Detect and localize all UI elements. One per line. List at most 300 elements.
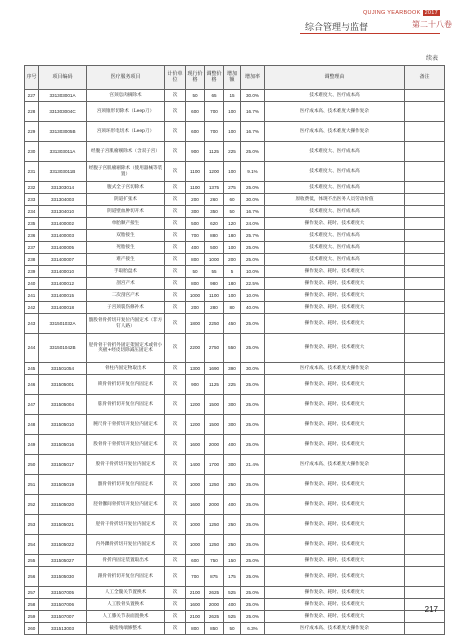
cell-current-price: 500 — [186, 218, 205, 230]
cell-unit: 次 — [165, 242, 186, 254]
cell-increase: 60 — [224, 194, 241, 206]
cell-unit: 次 — [165, 475, 186, 495]
cell-reason: 操作复杂、耗时、技术难度大 — [265, 475, 405, 495]
cell-current-price: 300 — [186, 206, 205, 218]
price-adjustment-table — [24, 65, 445, 635]
cell-reason: 操作复杂、耗时、技术难度大 — [265, 278, 405, 290]
cell-name: 腕尺骨干骨折切开复位内固定术 — [87, 415, 165, 435]
cell-increase: 250 — [224, 535, 241, 555]
cell-seq: 228 — [25, 102, 39, 122]
cell-reason: 操作复杂、耗时、技术难度大 — [265, 567, 405, 587]
cell-adjusted-price: 2625 — [205, 587, 224, 599]
cell-current-price: 1000 — [186, 290, 205, 302]
cell-note — [405, 363, 445, 375]
cell-name: 人工股骨头置换术 — [87, 599, 165, 611]
cell-current-price: 1000 — [186, 515, 205, 535]
cell-name: 子宫颈裂伤修补术 — [87, 302, 165, 314]
cell-rate: 10.0% — [241, 290, 265, 302]
cell-current-price: 600 — [186, 122, 205, 142]
cell-code: 331505004 — [39, 395, 87, 415]
cell-note — [405, 162, 445, 182]
cell-seq: 245 — [25, 363, 39, 375]
cell-rate: 25.0% — [241, 314, 265, 334]
cell-seq: 240 — [25, 278, 39, 290]
cell-code: 331400003 — [39, 230, 87, 242]
cell-seq: 242 — [25, 302, 39, 314]
cell-code: 331400018 — [39, 302, 87, 314]
cell-adjusted-price: 2000 — [205, 435, 224, 455]
cell-rate: 21.4% — [241, 455, 265, 475]
cell-adjusted-price: 1500 — [205, 395, 224, 415]
cell-rate: 25.0% — [241, 475, 265, 495]
cell-code: 331501054 — [39, 363, 87, 375]
cell-rate: 25.7% — [241, 230, 265, 242]
cell-name: 宫颈锥形切除术（Leep刀） — [87, 102, 165, 122]
cell-rate: 25.0% — [241, 182, 265, 194]
cell-unit: 次 — [165, 194, 186, 206]
page-number: 217 — [424, 605, 438, 614]
cell-name: 阴道壁血肿切开术 — [87, 206, 165, 218]
cell-increase: 200 — [224, 254, 241, 266]
cell-unit: 次 — [165, 230, 186, 242]
table-row — [25, 90, 445, 102]
cell-current-price: 1600 — [186, 435, 205, 455]
cell-reason: 操作复杂、耗时、技术难度大 — [265, 314, 405, 334]
cell-name: 截指残端修整术 — [87, 623, 165, 635]
cell-rate: 25.0% — [241, 611, 265, 623]
cell-code: 331304010 — [39, 206, 87, 218]
cell-name: 股骨骨干骨折切开复位内固定术 — [87, 435, 165, 455]
cell-seq: 243 — [25, 314, 39, 334]
cell-reason: 操作复杂、耗时、技术难度大 — [265, 587, 405, 599]
cell-increase: 100 — [224, 162, 241, 182]
cell-note — [405, 555, 445, 567]
cell-reason: 技术难度大、医疗成本高 — [265, 206, 405, 218]
cell-unit: 次 — [165, 90, 186, 102]
cell-adjusted-price: 280 — [205, 302, 224, 314]
cell-seq: 257 — [25, 587, 39, 599]
cell-increase: 180 — [224, 278, 241, 290]
col-header-unit: 计价单位 — [165, 66, 186, 90]
cell-increase: 150 — [224, 555, 241, 567]
cell-name: 经腹子宫肌瘤剔除术（使用器械等装置） — [87, 162, 165, 182]
cell-rate: 25.0% — [241, 415, 265, 435]
cell-code: 331501032A — [39, 314, 87, 334]
cell-reason: 医疗成本高、技术难度大操作复杂 — [265, 122, 405, 142]
cell-rate: 22.5% — [241, 278, 265, 290]
cell-unit: 次 — [165, 587, 186, 599]
cell-name: 死胎接生 — [87, 242, 165, 254]
cell-current-price: 2200 — [186, 334, 205, 363]
cell-reason: 操作复杂、耗时、技术难度大 — [265, 218, 405, 230]
table-row — [25, 587, 445, 599]
cell-reason: 操作复杂、耗时、技术难度大 — [265, 435, 405, 455]
cell-increase: 525 — [224, 587, 241, 599]
cell-seq: 231 — [25, 162, 39, 182]
cell-code: 331505017 — [39, 455, 87, 475]
cell-seq: 230 — [25, 142, 39, 162]
table-row — [25, 334, 445, 363]
cell-current-price: 800 — [186, 623, 205, 635]
cell-unit: 次 — [165, 266, 186, 278]
cell-reason: 操作复杂、耗时、技术难度大 — [265, 555, 405, 567]
cell-adjusted-price: 1250 — [205, 535, 224, 555]
cell-name: 肱骨骨折切开复位内固定术 — [87, 395, 165, 415]
cell-note — [405, 242, 445, 254]
cell-adjusted-price: 1125 — [205, 142, 224, 162]
cell-adjusted-price: 2250 — [205, 314, 224, 334]
cell-seq: 246 — [25, 375, 39, 395]
cell-code: 331505020 — [39, 495, 87, 515]
cell-current-price: 1200 — [186, 415, 205, 435]
cell-code: 331513003 — [39, 623, 87, 635]
cell-adjusted-price: 1500 — [205, 415, 224, 435]
cell-name: 剖宫产术 — [87, 278, 165, 290]
cell-rate: 40.0% — [241, 302, 265, 314]
cell-code: 331303005B — [39, 122, 87, 142]
cell-adjusted-price: 700 — [205, 102, 224, 122]
cell-adjusted-price: 620 — [205, 218, 224, 230]
cell-current-price: 900 — [186, 375, 205, 395]
cell-increase: 225 — [224, 142, 241, 162]
cell-unit: 次 — [165, 555, 186, 567]
col-header-name: 医疗服务项目 — [87, 66, 165, 90]
table-row — [25, 194, 445, 206]
cell-note — [405, 142, 445, 162]
cell-reason: 技术难度大、医疗成本高 — [265, 162, 405, 182]
cell-unit: 次 — [165, 122, 186, 142]
cell-unit: 次 — [165, 278, 186, 290]
table-row — [25, 182, 445, 194]
header-divider — [300, 33, 440, 34]
cell-rate: 25.0% — [241, 395, 265, 415]
cell-seq: 241 — [25, 290, 39, 302]
cell-reason: 操作复杂、耗时、技术难度大 — [265, 290, 405, 302]
section-title: 综合管理与监督 — [305, 23, 369, 33]
table-row — [25, 535, 445, 555]
cell-increase: 450 — [224, 314, 241, 334]
cell-name: 宫颈息肉摘除术 — [87, 90, 165, 102]
cell-name: 单胎顺产接生 — [87, 218, 165, 230]
cell-rate: 25.0% — [241, 334, 265, 363]
cell-seq: 251 — [25, 475, 39, 495]
cell-rate: 9.1% — [241, 162, 265, 182]
cell-seq: 239 — [25, 266, 39, 278]
table-continued-label: 续表 — [425, 55, 438, 62]
col-header-rate: 增加率 — [241, 66, 265, 90]
cell-unit: 次 — [165, 290, 186, 302]
table-row — [25, 455, 445, 475]
cell-unit: 次 — [165, 254, 186, 266]
cell-increase: 50 — [224, 206, 241, 218]
cell-current-price: 1100 — [186, 182, 205, 194]
cell-adjusted-price: 1250 — [205, 475, 224, 495]
col-header-increase: 增加额 — [224, 66, 241, 90]
cell-seq: 237 — [25, 242, 39, 254]
cell-increase: 275 — [224, 182, 241, 194]
cell-increase: 300 — [224, 455, 241, 475]
cell-adjusted-price: 1200 — [205, 162, 224, 182]
cell-adjusted-price: 750 — [205, 555, 224, 567]
cell-reason: 医疗成本高、技术难度大操作复杂 — [265, 102, 405, 122]
cell-unit: 次 — [165, 495, 186, 515]
table-row — [25, 395, 445, 415]
cell-current-price: 2100 — [186, 587, 205, 599]
cell-rate: 25.0% — [241, 435, 265, 455]
cell-note — [405, 475, 445, 495]
cell-code: 331501042B — [39, 334, 87, 363]
cell-name: 胫骨髁间骨折切开复位内固定术 — [87, 495, 165, 515]
cell-rate: 25.0% — [241, 555, 265, 567]
table-body — [25, 90, 445, 635]
col-header-current: 现行价格 — [186, 66, 205, 90]
cell-seq: 232 — [25, 182, 39, 194]
cell-adjusted-price: 850 — [205, 623, 224, 635]
cell-name: 跟骨骨折切开复位内固定术 — [87, 567, 165, 587]
cell-increase: 100 — [224, 102, 241, 122]
cell-current-price: 1200 — [186, 395, 205, 415]
cell-name: 髌股骨骨折切开复位内固定术（非方钉人路） — [87, 314, 165, 334]
cell-code: 331303011B — [39, 162, 87, 182]
table-row — [25, 290, 445, 302]
cell-rate: 25.0% — [241, 375, 265, 395]
cell-current-price: 50 — [186, 266, 205, 278]
cell-note — [405, 278, 445, 290]
cell-adjusted-price: 1125 — [205, 375, 224, 395]
cell-reason: 操作复杂、耗时、技术难度大 — [265, 611, 405, 623]
cell-unit: 次 — [165, 415, 186, 435]
cell-note — [405, 290, 445, 302]
cell-unit: 次 — [165, 375, 186, 395]
cell-code: 331505030 — [39, 567, 87, 587]
cell-unit: 次 — [165, 206, 186, 218]
cell-increase: 120 — [224, 218, 241, 230]
yearbook-text: QUJING YEARBOOK — [362, 10, 421, 16]
cell-increase: 15 — [224, 90, 241, 102]
cell-code: 331505027 — [39, 555, 87, 567]
cell-name: 股骨干骨折切开复位内固定术 — [87, 455, 165, 475]
cell-note — [405, 206, 445, 218]
table-row — [25, 206, 445, 218]
cell-name: 骨柱内固定物取出术 — [87, 363, 165, 375]
cell-code: 331400010 — [39, 266, 87, 278]
cell-adjusted-price: 880 — [205, 230, 224, 242]
cell-increase: 390 — [224, 363, 241, 375]
cell-seq: 238 — [25, 254, 39, 266]
cell-rate: 25.0% — [241, 599, 265, 611]
cell-rate: 30.0% — [241, 90, 265, 102]
cell-current-price: 1400 — [186, 455, 205, 475]
cell-note — [405, 334, 445, 363]
cell-increase: 5 — [224, 266, 241, 278]
cell-increase: 80 — [224, 302, 241, 314]
table-row — [25, 611, 445, 623]
cell-unit: 次 — [165, 623, 186, 635]
cell-unit: 次 — [165, 314, 186, 334]
cell-increase: 50 — [224, 623, 241, 635]
cell-name: 难产接生 — [87, 254, 165, 266]
cell-reason: 技术难度大、医疗成本高 — [265, 242, 405, 254]
cell-unit: 次 — [165, 567, 186, 587]
table-row — [25, 278, 445, 290]
page-header — [0, 0, 468, 48]
cell-adjusted-price: 2000 — [205, 599, 224, 611]
cell-name: 经腹子宫肌瘤剔除术（含双子宫） — [87, 142, 165, 162]
col-header-reason: 调整理由 — [265, 66, 405, 90]
cell-note — [405, 535, 445, 555]
cell-unit: 次 — [165, 455, 186, 475]
table-row — [25, 218, 445, 230]
cell-code: 331400007 — [39, 254, 87, 266]
cell-adjusted-price: 980 — [205, 278, 224, 290]
cell-adjusted-price: 65 — [205, 90, 224, 102]
table-row — [25, 314, 445, 334]
cell-increase: 400 — [224, 495, 241, 515]
cell-current-price: 1000 — [186, 475, 205, 495]
cell-code: 331507006 — [39, 599, 87, 611]
cell-reason: 原收费低，体现不出医务人员劳动价值 — [265, 194, 405, 206]
cell-rate: 16.7% — [241, 206, 265, 218]
cell-unit: 次 — [165, 611, 186, 623]
cell-rate: 25.0% — [241, 142, 265, 162]
cell-current-price: 1100 — [186, 162, 205, 182]
yearbook-label — [363, 10, 440, 16]
cell-note — [405, 587, 445, 599]
col-header-adjusted: 调整价格 — [205, 66, 224, 90]
cell-rate: 25.0% — [241, 254, 265, 266]
cell-reason: 操作复杂、耗时、技术难度大 — [265, 515, 405, 535]
cell-code: 331400015 — [39, 290, 87, 302]
cell-note — [405, 375, 445, 395]
cell-unit: 次 — [165, 515, 186, 535]
table-row — [25, 242, 445, 254]
cell-rate: 16.7% — [241, 102, 265, 122]
cell-seq: 253 — [25, 515, 39, 535]
table-row — [25, 254, 445, 266]
cell-note — [405, 314, 445, 334]
table-row — [25, 142, 445, 162]
cell-code: 331303014 — [39, 182, 87, 194]
cell-note — [405, 515, 445, 535]
cell-reason: 技术难度大、医疗成本高 — [265, 230, 405, 242]
cell-unit: 次 — [165, 535, 186, 555]
cell-name: 人工全髋关节置换术 — [87, 587, 165, 599]
cell-note — [405, 254, 445, 266]
cell-increase: 100 — [224, 122, 241, 142]
cell-note — [405, 102, 445, 122]
cell-reason: 操作复杂、耗时、技术难度大 — [265, 395, 405, 415]
col-header-note: 备注 — [405, 66, 445, 90]
cell-seq: 235 — [25, 218, 39, 230]
cell-note — [405, 567, 445, 587]
cell-note — [405, 194, 445, 206]
cell-reason: 技术难度大、医疗成本高 — [265, 182, 405, 194]
cell-adjusted-price: 350 — [205, 206, 224, 218]
cell-code: 331505001 — [39, 375, 87, 395]
cell-current-price: 800 — [186, 254, 205, 266]
yearbook-year: 2017 — [424, 10, 438, 16]
section-number-text: 第二十八卷 — [412, 20, 452, 29]
cell-increase: 400 — [224, 435, 241, 455]
table-row — [25, 162, 445, 182]
cell-current-price: 400 — [186, 242, 205, 254]
cell-rate: 6.3% — [241, 623, 265, 635]
cell-seq: 247 — [25, 395, 39, 415]
cell-reason: 操作复杂、耗时、技术难度大 — [265, 375, 405, 395]
cell-current-price: 700 — [186, 230, 205, 242]
cell-note — [405, 302, 445, 314]
cell-code: 331400012 — [39, 278, 87, 290]
cell-seq: 249 — [25, 435, 39, 455]
cell-seq: 229 — [25, 122, 39, 142]
cell-seq: 236 — [25, 230, 39, 242]
cell-adjusted-price: 2625 — [205, 611, 224, 623]
cell-name: 胫骨骨干骨折外固定架固定术或骨小夹板+经皮切除减压固定术 — [87, 334, 165, 363]
cell-code: 331303004C — [39, 102, 87, 122]
cell-rate: 25.0% — [241, 495, 265, 515]
cell-seq: 234 — [25, 206, 39, 218]
cell-note — [405, 90, 445, 102]
cell-current-price: 200 — [186, 194, 205, 206]
cell-reason: 技术难度大、医疗成本高 — [265, 254, 405, 266]
cell-current-price: 1000 — [186, 535, 205, 555]
cell-code: 331400005 — [39, 242, 87, 254]
table-row — [25, 475, 445, 495]
cell-seq: 233 — [25, 194, 39, 206]
table-row — [25, 599, 445, 611]
cell-name: 骨折内固定装置取出术 — [87, 555, 165, 567]
cell-rate: 10.0% — [241, 266, 265, 278]
cell-name: 胫骨干骨折切开复位内固定术 — [87, 515, 165, 535]
cell-adjusted-price: 2000 — [205, 495, 224, 515]
cell-reason: 技术难度大、医疗成本高 — [265, 142, 405, 162]
cell-adjusted-price: 1690 — [205, 363, 224, 375]
cell-name: 腹式全子宫切除术 — [87, 182, 165, 194]
cell-rate: 25.0% — [241, 535, 265, 555]
cell-rate: 25.0% — [241, 587, 265, 599]
cell-seq: 254 — [25, 535, 39, 555]
cell-rate: 25.0% — [241, 515, 265, 535]
cell-current-price: 200 — [186, 302, 205, 314]
cell-name: 二次剖宫产术 — [87, 290, 165, 302]
cell-note — [405, 266, 445, 278]
cell-rate: 30.0% — [241, 363, 265, 375]
cell-increase: 300 — [224, 395, 241, 415]
cell-unit: 次 — [165, 334, 186, 363]
cell-code: 331505010 — [39, 415, 87, 435]
cell-code: 331303001A — [39, 90, 87, 102]
cell-increase: 400 — [224, 599, 241, 611]
cell-current-price: 600 — [186, 102, 205, 122]
cell-adjusted-price: 2750 — [205, 334, 224, 363]
cell-unit: 次 — [165, 102, 186, 122]
cell-note — [405, 435, 445, 455]
cell-note — [405, 182, 445, 194]
cell-code: 331507005 — [39, 587, 87, 599]
cell-increase: 100 — [224, 242, 241, 254]
cell-current-price: 50 — [186, 90, 205, 102]
cell-code: 331505019 — [39, 475, 87, 495]
table-row — [25, 102, 445, 122]
cell-current-price: 1600 — [186, 495, 205, 515]
cell-reason: 操作复杂、耗时、技术难度大 — [265, 535, 405, 555]
cell-name: 手取胎盘术 — [87, 266, 165, 278]
cell-adjusted-price: 1250 — [205, 515, 224, 535]
cell-note — [405, 230, 445, 242]
table-row — [25, 555, 445, 567]
cell-adjusted-price: 1700 — [205, 455, 224, 475]
col-header-code: 项目编码 — [39, 66, 87, 90]
